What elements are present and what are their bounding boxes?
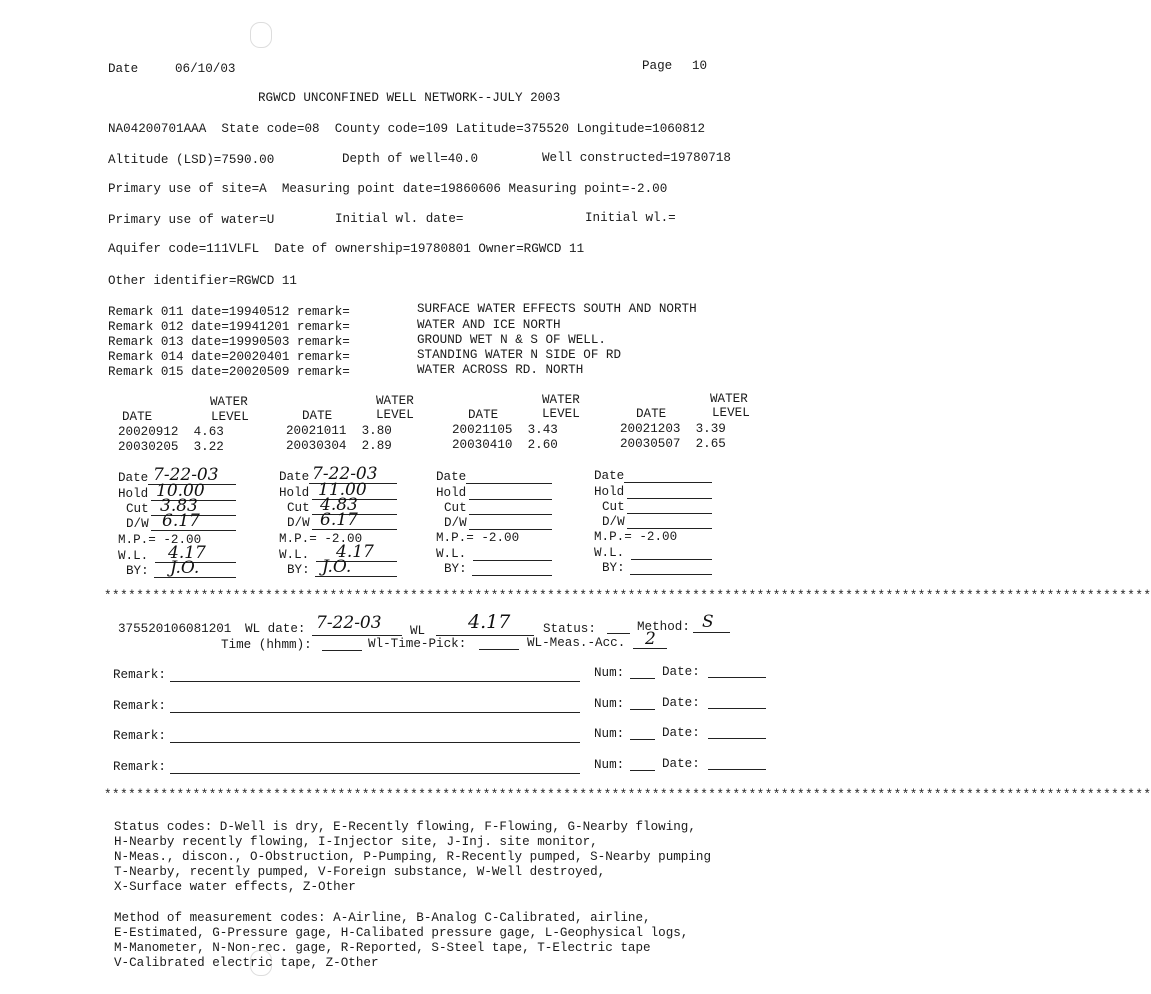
wl-line[interactable] [436,635,534,636]
remark-text: WATER ACROSS RD. NORTH [417,363,584,377]
site-line-5: Aquifer code=111VLFL Date of ownership=19780801 Owner=RGWCD 11 [108,242,585,256]
form-date-line[interactable] [624,482,712,483]
form-wl-value: 4.17 [336,542,374,562]
remark-date-label: Date: [662,726,700,740]
remark-date-line[interactable] [708,738,766,739]
time-pick-label: Wl-Time-Pick: [368,637,467,651]
remark-field-label: Remark: [113,668,166,682]
num-label: Num: [594,697,625,711]
method-line[interactable] [693,632,730,633]
form-dw-line[interactable] [469,529,552,530]
form-hold-label: Hold [436,486,467,500]
date-header: DATE [636,407,667,421]
form-by-line[interactable] [472,575,552,576]
form-by-label: BY: [287,563,310,577]
other-identifier: Other identifier=RGWCD 11 [108,274,297,288]
page-label: Page [642,59,673,73]
remark-text: WATER AND ICE NORTH [417,318,561,332]
wl-value: 4.17 [468,611,511,633]
water-header: WATER [376,394,414,408]
remark-text: GROUND WET N & S OF WELL. [417,333,606,347]
remark-date-line[interactable] [708,769,766,770]
form-cut-line[interactable] [627,513,712,514]
form-dw-label: D/W [444,516,467,530]
site-line-3: Primary use of site=A Measuring point date=19860606 Measuring point=-2.00 [108,182,668,196]
form-mp: M.P.= -2.00 [118,533,202,547]
num-line[interactable] [630,770,655,771]
num-line[interactable] [630,709,655,710]
water-header: WATER [542,393,580,407]
initial-wl: Initial wl.= [585,211,676,225]
form-mp: M.P.= -2.00 [279,532,363,546]
remark-field-label: Remark: [113,760,166,774]
primary-use-water: Primary use of water=U [108,213,275,227]
time-pick-line[interactable] [479,649,519,650]
form-date-label: Date [436,470,467,484]
remark-label: Remark 011 date=19940512 remark= [108,305,350,319]
level-header: LEVEL [376,408,414,422]
remark-field-line[interactable] [170,681,580,682]
remark-date-label: Date: [662,696,700,710]
status-codes-line: Status codes: D-Well is dry, E-Recently flowing, F-Flowing, G-Nearby flowing, [114,820,696,834]
form-cut-label: Cut [287,501,310,515]
remark-date-line[interactable] [708,677,766,678]
form-date-label: Date [118,471,149,485]
remark-date-line[interactable] [708,708,766,709]
status-codes-line: X-Surface water effects, Z-Other [114,880,356,894]
form-mp: M.P.= -2.00 [436,531,520,545]
num-label: Num: [594,727,625,741]
form-by-line[interactable] [630,574,712,575]
remark-label: Remark 015 date=20020509 remark= [108,365,350,379]
method-value: S [702,612,714,632]
remark-label: Remark 014 date=20020401 remark= [108,350,350,364]
level-row: 20020912 4.63 [118,425,224,439]
remark-label: Remark 013 date=19990503 remark= [108,335,350,349]
remark-field-line[interactable] [170,712,580,713]
form-hold-label: Hold [118,487,149,501]
status-line[interactable] [607,633,630,634]
separator: ********************************************************************************************************************************** [104,589,1151,603]
level-header: LEVEL [542,407,580,421]
date-label: Date [108,62,139,76]
remark-field-label: Remark: [113,699,166,713]
form-hold-value: 10.00 [156,481,205,501]
form-hold-value: 11.00 [318,480,367,500]
status-codes-line: T-Nearby, recently pumped, V-Foreign substance, W-Well destroyed, [114,865,606,879]
form-dw-label: D/W [126,517,149,531]
num-line[interactable] [630,739,655,740]
status-codes-line: N-Meas., discon., O-Obstruction, P-Pumping, R-Recently pumped, S-Nearby pumping [114,850,712,864]
form-dw-label: D/W [602,515,625,529]
well-constructed: Well constructed=19780718 [542,151,731,165]
site-id: 375520106081201 [118,622,232,636]
meas-acc-value: 2 [645,629,656,649]
form-wl-line[interactable] [473,560,552,561]
date-header: DATE [122,410,153,424]
remark-text: SURFACE WATER EFFECTS SOUTH AND NORTH [417,302,697,316]
form-wl-line[interactable] [631,559,712,560]
meas-acc-label: WL-Meas.-Acc. [527,636,626,650]
form-wl-value: 4.17 [168,543,206,563]
form-by-label: BY: [444,562,467,576]
page-number: 10 [692,59,708,73]
time-label: Time (hhmm): [221,638,312,652]
level-row: 20021011 3.80 [286,424,392,438]
punch-hole-top [250,22,272,48]
well-depth: Depth of well=40.0 [342,152,479,166]
form-cut-label: Cut [444,501,467,515]
form-date-label: Date [594,469,625,483]
time-line[interactable] [322,650,362,651]
form-date-line[interactable] [466,483,552,484]
wl-date-line[interactable] [312,635,402,636]
form-date-value: 7-22-03 [153,465,219,485]
form-by-label: BY: [602,561,625,575]
level-row: 20030205 3.22 [118,440,224,454]
page-title: RGWCD UNCONFINED WELL NETWORK--JULY 2003 [258,91,561,105]
form-dw-line[interactable] [627,528,712,529]
num-label: Num: [594,758,625,772]
wl-label: WL [410,624,426,638]
form-mp: M.P.= -2.00 [594,530,678,544]
level-row: 20030410 2.60 [452,438,558,452]
date-header: DATE [468,408,499,422]
remark-field-line[interactable] [170,773,580,774]
method-codes-line: E-Estimated, G-Pressure gage, H-Calibated pressure gage, L-Geophysical logs, [114,926,689,940]
form-hold-label: Hold [594,485,625,499]
form-hold-line[interactable] [627,498,712,499]
form-by-value: J.O. [170,558,200,578]
remark-field-line[interactable] [170,742,580,743]
form-cut-label: Cut [126,502,149,516]
form-by-value: J.O. [322,557,352,577]
num-line[interactable] [630,678,655,679]
separator: ********************************************************************************************************************************** [104,788,1151,802]
form-hold-label: Hold [279,486,310,500]
form-date-label: Date [279,470,310,484]
level-header: LEVEL [712,406,750,420]
remark-date-label: Date: [662,665,700,679]
form-dw-label: D/W [287,516,310,530]
form-dw-value: 6.17 [162,511,200,531]
form-dw-value: 6.17 [320,510,358,530]
initial-wl-date: Initial wl. date= [335,212,464,226]
remark-field-label: Remark: [113,729,166,743]
altitude: Altitude (LSD)=7590.00 [108,153,275,167]
water-header: WATER [210,395,248,409]
remark-text: STANDING WATER N SIDE OF RD [417,348,622,362]
num-label: Num: [594,666,625,680]
form-wl-label: W.L. [594,546,625,560]
wl-date-label: WL date: [245,622,306,636]
form-cut-value: 3.83 [160,496,198,516]
form-wl-label: W.L. [279,548,310,562]
method-label: Method: [637,620,690,634]
form-cut-value: 4.83 [320,495,358,515]
form-cut-line[interactable] [469,514,552,515]
form-cut-label: Cut [602,500,625,514]
form-wl-label: W.L. [436,547,467,561]
method-codes-line: V-Calibrated electric tape, Z-Other [114,956,379,970]
site-line-1: NA04200701AAA State code=08 County code=109 Latitude=375520 Longitude=1060812 [108,122,706,136]
status-label: Status: [543,622,596,636]
water-header: WATER [710,392,748,406]
level-row: 20030507 2.65 [620,437,726,451]
print-date: 06/10/03 [175,62,236,76]
status-codes-line: H-Nearby recently flowing, I-Injector site, J-Inj. site monitor, [114,835,598,849]
remark-date-label: Date: [662,757,700,771]
form-wl-label: W.L. [118,549,149,563]
date-header: DATE [302,409,333,423]
level-row: 20030304 2.89 [286,439,392,453]
wl-date-value: 7-22-03 [316,613,382,633]
method-codes-line: M-Manometer, N-Non-rec. gage, R-Reported, S-Steel tape, T-Electric tape [114,941,651,955]
level-header: LEVEL [211,410,249,424]
level-row: 20021105 3.43 [452,423,558,437]
remark-label: Remark 012 date=19941201 remark= [108,320,350,334]
form-date-value: 7-22-03 [312,464,378,484]
method-codes-line: Method of measurement codes: A-Airline, B-Analog C-Calibrated, airline, [114,911,651,925]
form-hold-line[interactable] [469,499,552,500]
form-by-label: BY: [126,564,149,578]
level-row: 20021203 3.39 [620,422,726,436]
